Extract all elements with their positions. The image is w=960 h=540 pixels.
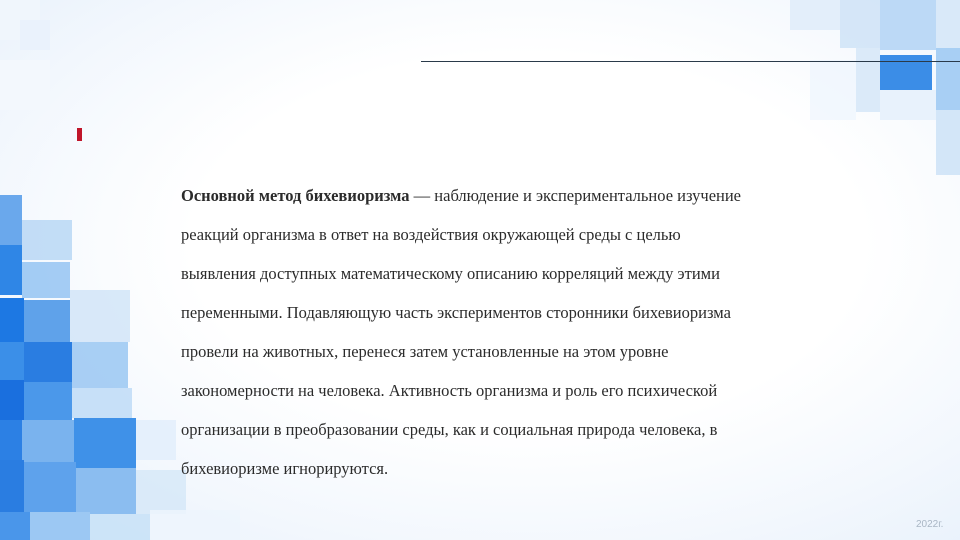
- body-paragraph: [181, 176, 921, 488]
- accent-marker: [77, 128, 82, 141]
- paragraph-line: провели на животных, перенеся затем установленные на этом уровне: [181, 342, 669, 361]
- paragraph-line: переменными. Подавляющую часть экспериментов сторонники бихевиоризма: [181, 303, 731, 322]
- top-divider-line: [421, 61, 960, 62]
- lead-term: Основной метод бихевиоризма: [181, 186, 410, 205]
- paragraph-line: — наблюдение и экспериментальное изучение: [409, 186, 742, 205]
- paragraph-line: организации в преобразовании среды, как и социальная природа человека, в: [181, 420, 718, 439]
- footer-year: 2022г.: [916, 519, 944, 530]
- paragraph-line: закономерности на человека. Активность организма и роль его психической: [181, 381, 718, 400]
- paragraph-line: бихевиоризме игнорируются.: [181, 459, 389, 478]
- paragraph-line: реакций организма в ответ на воздействия окружающей среды с целью: [181, 225, 681, 244]
- paragraph-line: выявления доступных математическому описанию корреляций между этими: [181, 264, 720, 283]
